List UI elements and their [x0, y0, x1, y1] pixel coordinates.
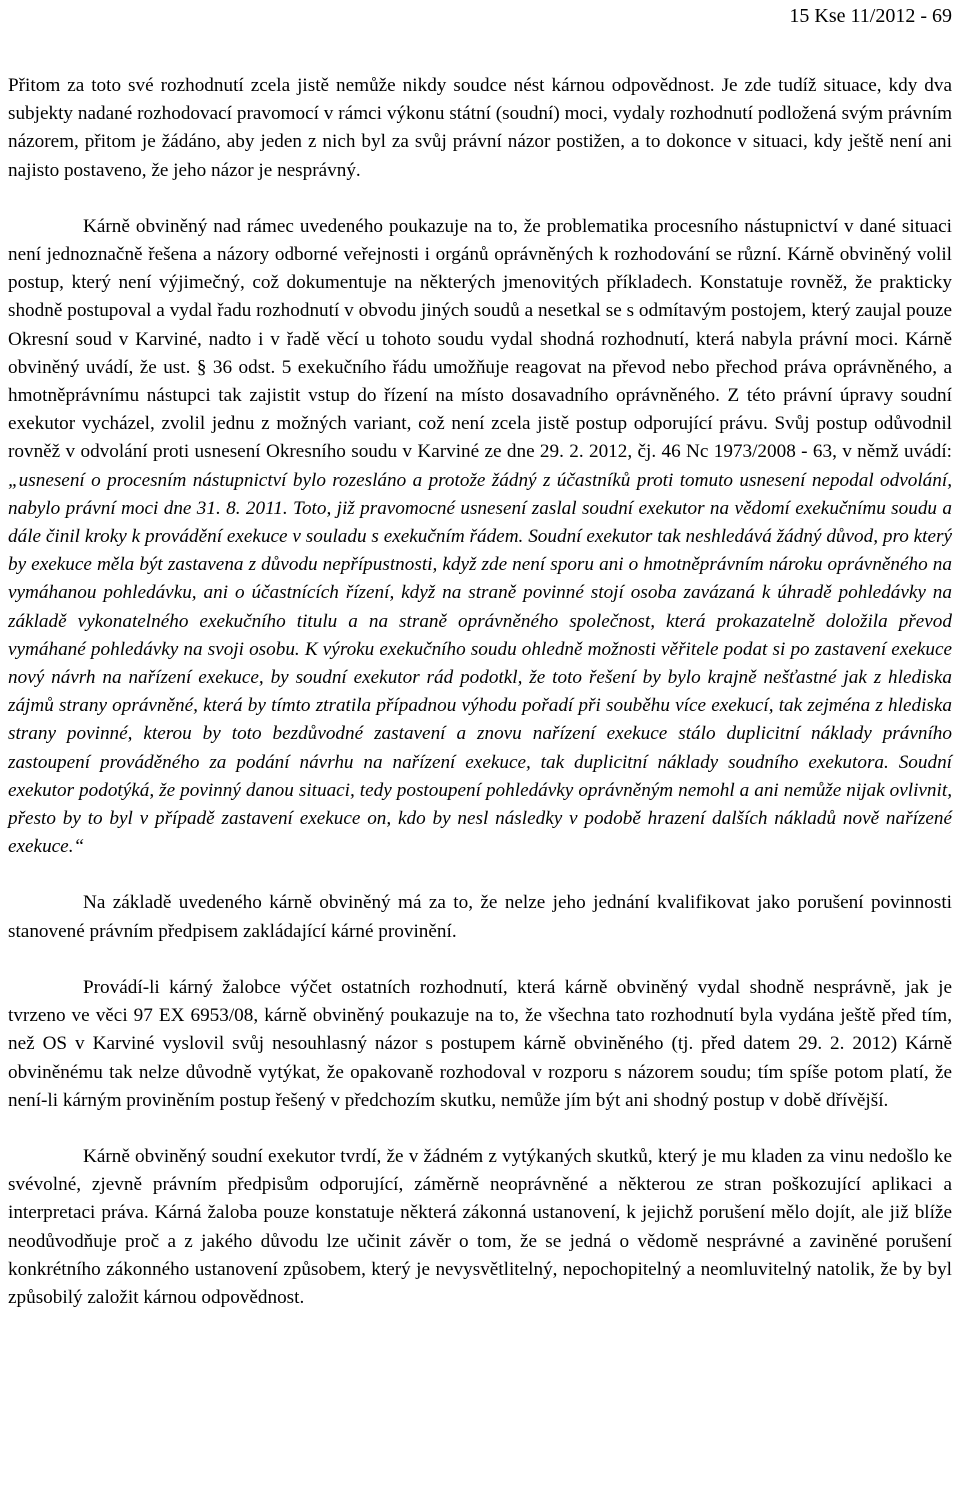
paragraph-2 — [8, 213, 952, 862]
paragraph-3: Na základě uvedeného kárně obviněný má za to, že nelze jeho jednání kvalifikovat jako porušení povinnosti stanovené právním předpisem zakládající kárné provinění. — [8, 892, 952, 942]
paragraph-2-quote: „usnesení o procesním nástupnictví bylo rozesláno a protože žádný z účastníků proti tomuto usnesení nepodal odvolání, nabylo právní moci dne 31. 8. 2011. Toto, již pravomocné usnesení zaslal soudní exekutor na vědomí exekučnímu soudu a dále činil kroky k provádění exekuce v souladu s exekučním řádem. Soudní exekutor tak neshledává žádný důvod, pro který by exekuce měla být zastavena z důvodu nepřípustnosti, když zde není sporu ani o hmotněprávním nároku oprávněného na vymáhanou pohledávku, ani o účastnících řízení, když na straně povinné stojí osoba zavázaná k úhradě pohledávky na základě vykonatelného exekučního titulu a na straně oprávněného společnost, která prokazatelně doložila převod vymáhané pohledávky na svoji osobu. K výroku exekučního soudu ohledně možnosti věřitele podat si po zastavení exekuce nový návrh na nařízení exekuce, by soudní exekutor rád podotkl, že toto řešení by bylo krajně nešťastné jak z hlediska zájmů strany oprávněné, která by tímto ztratila případnou výhodu pořadí při souběhu více exekucí, tak zejména z hlediska strany povinné, kterou by toto bezdůvodné zastavení a znovu nařízení exekuce stálo duplicitní náklady právního zastoupení prováděného za podání návrhu na nařízení exekuce, tak duplicitní náklady soudního exekutora. Soudní exekutor podotýká, že povinný danou situaci, tedy postoupení pohledávky oprávněným nemohl a ani nemůže nijak ovlivnit, přesto by to byl v případě zastavení exekuce on, kdo by nesl následky v podobě hrazení dalších nákladů nově nařízené exekuce.“ — [8, 469, 952, 858]
document-body — [8, 72, 952, 1312]
paragraph-5: Kárně obviněný soudní exekutor tvrdí, že v žádném z vytýkaných skutků, který je mu kladen za vinu nedošlo ke svévolné, zjevně právním předpisům odporující, záměrně neoprávněné a některou ze stran poškozující aplikaci a interpretaci práva. Kárná žaloba pouze konstatuje některá zákonná ustanovení, k jejichž porušení mělo dojít, ale již blíže neodůvodňuje proč a z jakého důvodu lze učinit závěr o tom, že se jedná o vědomě nesprávné a zaviněné porušení konkrétního zákonného ustanovení způsobem, který je nevysvětlitelný, nepochopitelný a neomluvitelný natolik, že by byl způsobilý založit kárnou odpovědnost. — [8, 1145, 952, 1308]
page-header-reference: 15 Kse 11/2012 - 69 — [789, 5, 952, 27]
paragraph-4: Provádí-li kárný žalobce výčet ostatních rozhodnutí, která kárně obviněný vydal shodně nesprávně, jak je tvrzeno ve věci 97 EX 6953/08, kárně obviněný poukazuje na to, že všechna tato rozhodnutí byla vydána ještě před tím, než OS v Karviné vyslovil svůj nesouhlasný názor s postupem kárně obviněného (tj. před datem 29. 2. 2012) Kárně obviněnému tak nelze důvodně vytýkat, že opakovaně rozhodoval v rozporu s názorem soudu; tím spíše potom platí, že není-li kárným proviněním postup řešený v předchozím skutku, nemůže jím být ani shodný postup v době dřívější. — [8, 976, 952, 1111]
paragraph-1: Přitom za toto své rozhodnutí zcela jistě nemůže nikdy soudce nést kárnou odpovědnost. Je zde tudíž situace, kdy dva subjekty nadané rozhodovací pravomocí v rámci výkonu státní (soudní) moci, vydaly rozhodnutí podložená svým právním názorem, přitom je žádáno, aby jeden z nich byl za svůj právní názor postižen, a to dokonce v situaci, kdy ještě není ani najisto postaveno, že jeho názor je nesprávný. — [8, 75, 952, 181]
paragraph-2-text: Kárně obviněný nad rámec uvedeného poukazuje na to, že problematika procesního nástupnictví v dané situaci není jednoznačně řešena a názory odborné veřejnosti i orgánů oprávněných k rozhodování se různí. Kárně obviněný volil postup, který není výjimečný, což dokumentuje na některých jmenovitých příkladech. Konstatuje rovněž, že prakticky shodně postupoval a vydal řadu rozhodnutí v obvodu jiných soudů a nesetkal se s odmítavým postojem, který zaujal pouze Okresní soud v Karviné, nadto i v řadě věcí u tohoto soudu vydal shodná rozhodnutí, která nabyla právní moci. Kárně obviněný uvádí, že ust. § 36 odst. 5 exekučního řádu umožňuje reagovat na převod nebo přechod práva oprávněného, a hmotněprávnímu nástupci tak zajistit vstup do řízení na místo dosavadního oprávněného. Z této právní úpravy soudní exekutor vycházel, zvolil jednu z možných variant, což není zcela jistě postup odporující právu. Svůj postup odůvodnil rovněž v odvolání proti usnesení Okresního soudu v Karviné ze dne 29. 2. 2012, čj. 46 Nc 1973/2008 - 63, v němž uvádí: — [8, 215, 952, 463]
